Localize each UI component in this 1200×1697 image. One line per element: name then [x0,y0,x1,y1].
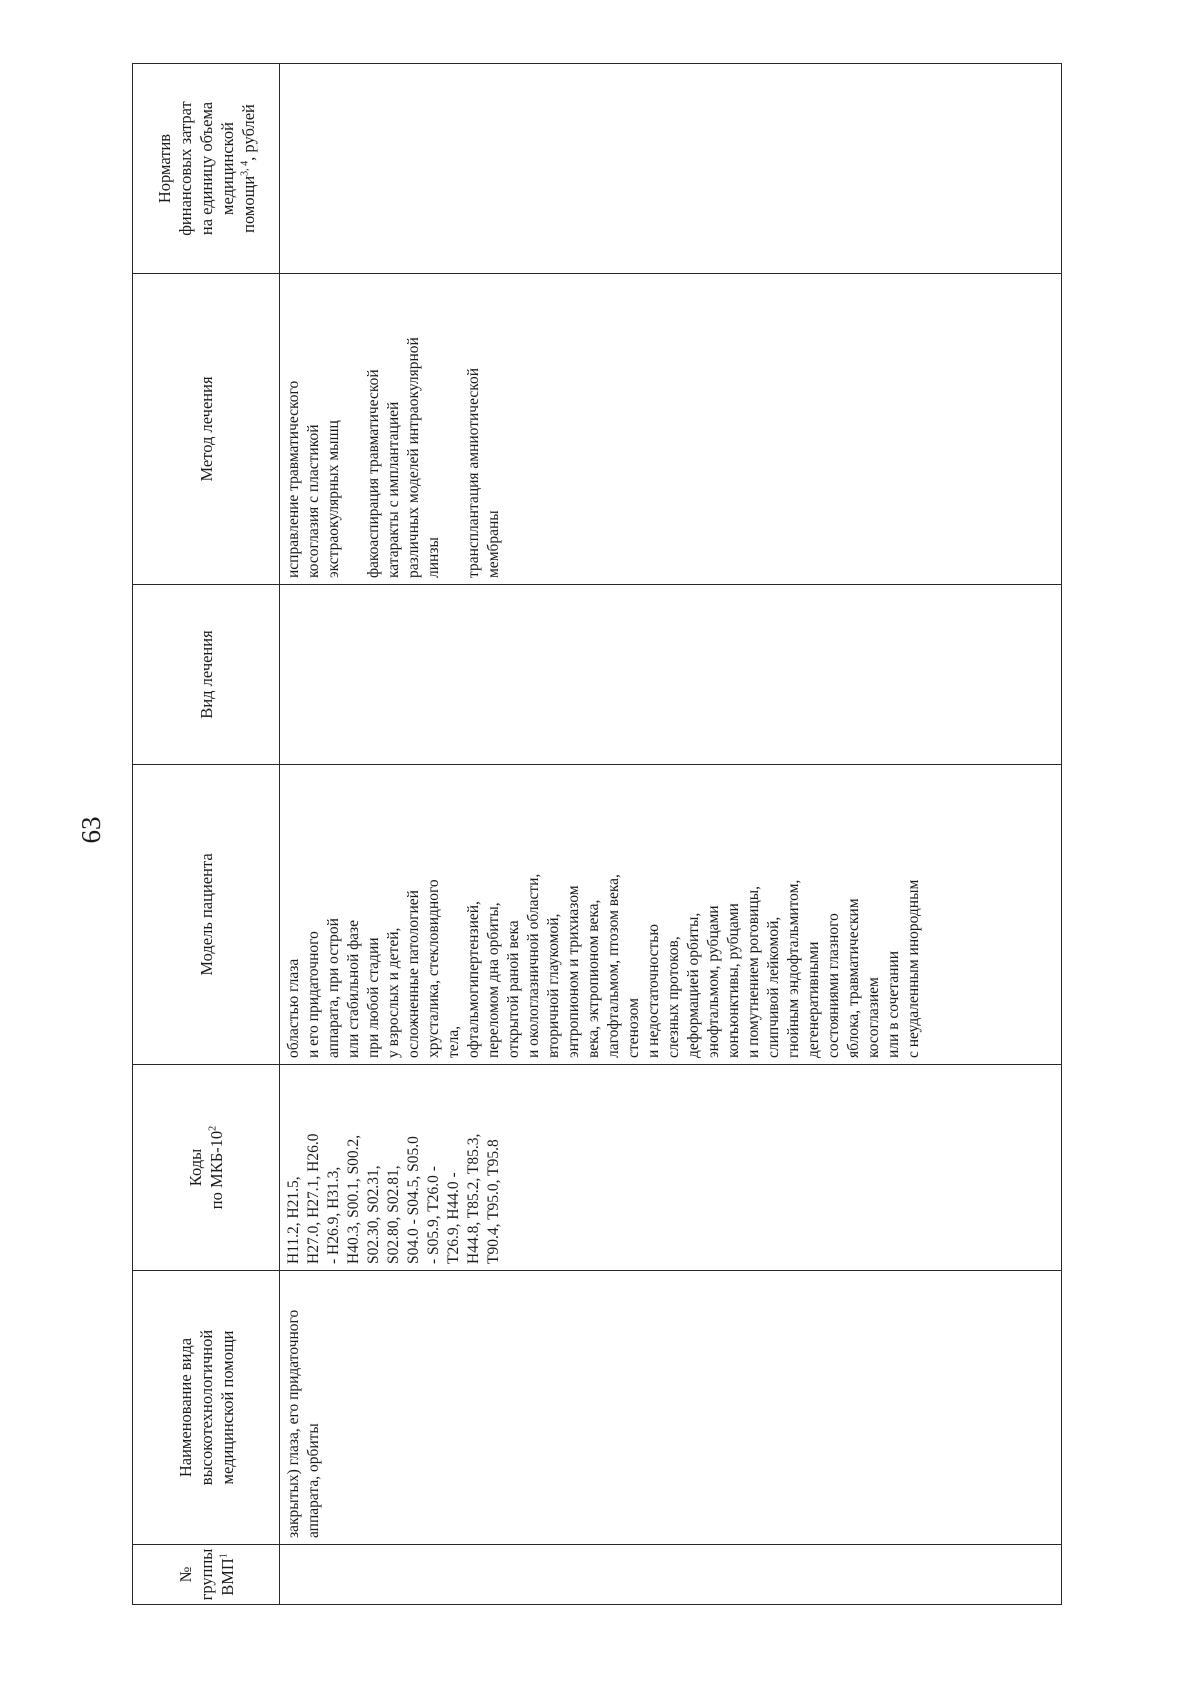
text-line: слипчивой лейкомой, [765,916,782,1058]
text-line: конъюнктивы, рубцами [725,903,742,1058]
method-line: факоаспирация травматической [365,369,382,578]
header-icd-codes: Коды по МКБ-$10^2$ [133,1065,280,1271]
text-line: с неудаленным инородным [905,879,922,1058]
text-line: гнойным эндофтальмитом, [785,879,802,1058]
text-line: яблока, травматическим [845,898,862,1058]
text-line: открытой раной века [505,920,522,1058]
cell-treatment-type [280,585,1062,765]
text-line: и окологлазничной области, [525,873,542,1058]
text-line: T90.4, T95.0, T95.8 [485,1139,502,1264]
text-line: H27.0, H27.1, H26.0 [305,1133,322,1264]
text-line: или стабильной фазе [345,919,362,1058]
text-line: деформацией орбиты, [685,912,702,1058]
table-header-row [133,64,280,1605]
text-line: и помутнением роговицы, [745,886,762,1058]
text-line: и недостаточностью [645,924,662,1058]
text-line: S04.0 - S04.5, S05.0 [405,1136,422,1264]
text-line: хрусталика, стекловидного [425,879,442,1058]
text-line: у взрослых и детей, [385,927,402,1058]
text-line: косоглазием [865,977,882,1058]
text-line: состояниями глазного [825,913,842,1058]
text-line: тела, [445,1025,462,1058]
method-spacer [444,280,464,578]
page-number: 63 [76,816,106,844]
text-line: - S05.9, T26.0 - [425,1166,442,1264]
method-line: различных моделей интраокулярной [405,337,422,578]
text-line: T26.9, H44.0 - [445,1172,462,1264]
text-line: S02.80, S02.81, [385,1165,402,1264]
text-line: H40.3, S00.1, S00.2, [345,1134,362,1264]
method-spacer [344,280,364,578]
text-line: энтропионом и трихиазом [565,885,582,1058]
text-line: и его придаточного [305,931,322,1058]
text-line: дегенеративными [805,941,822,1058]
text-line: областью глаза [285,958,302,1058]
cell-treatment-method [280,274,1062,585]
header-treatment-method: Метод лечения [133,274,280,585]
header-treatment-type: Вид лечения [133,585,280,765]
cell-cost-standard [280,64,1062,274]
header-care-type-name: Наименование вида высокотехнологичной медицинской помощи [133,1271,280,1545]
header-group-number: № группы ВМП$^1$ [133,1545,280,1605]
method-line: исправление травматического [285,380,302,578]
text-line: при любой стадии [365,937,382,1058]
text-line: H11.2, H21.5, [285,1176,302,1264]
text-line: энофтальмом, рубцами [705,905,722,1058]
text-line: вторичной глаукомой, [545,913,562,1058]
cell-care-type-name: закрытых) глаза, его придаточного аппарата, орбиты [280,1271,1062,1545]
table-container [132,64,1062,1605]
text-line: стенозом [625,998,642,1058]
text-line: осложненные патологией [405,890,422,1058]
method-line: экстраокулярных мышц [325,420,342,578]
text-line: - H26.9, H31.3, [325,1166,342,1264]
method-line: косоглазия с пластикой [305,424,322,578]
table-row [280,64,1062,1605]
vmp-table [132,63,1062,1605]
method-line: катаракты с имплантацией [385,401,402,578]
method-line: мембраны [485,510,502,578]
text-line: лагофтальмом, птозом века, [605,874,622,1058]
method-line: трансплантация амниотической [465,367,482,578]
text-line: офтальмогипертензией, [465,901,482,1058]
header-cost-standard: Норматив финансовых затрат на единицу объема медицинской помощи$^{3, 4}$, рублей [133,64,280,274]
cell-patient-model [280,765,1062,1065]
text-line: века, эктропионом века, [585,899,602,1058]
cell-icd-codes [280,1065,1062,1271]
method-line: линзы [425,537,442,578]
text-line: H44.8, T85.2, T85.3, [465,1133,482,1264]
text-line: или в сочетании [885,950,902,1058]
text-line: переломом дна орбиты, [485,902,502,1058]
text-line: слезных протоков, [665,936,682,1058]
text-line: аппарата, при острой [325,918,342,1058]
header-patient-model: Модель пациента [133,765,280,1065]
text-line: S02.30, S02.31, [365,1165,382,1264]
cell-group-number [280,1545,1062,1605]
